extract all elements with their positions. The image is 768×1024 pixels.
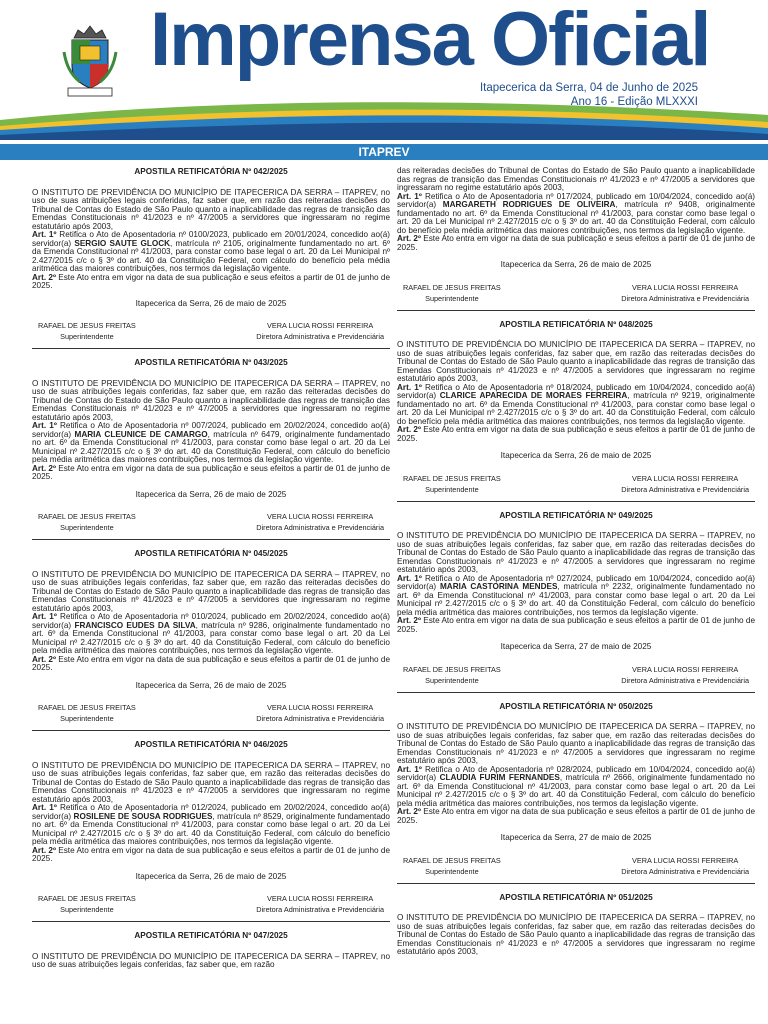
entry-intro: O INSTITUTO DE PREVIDÊNCIA DO MUNICÍPIO DE ITAPECERICA DA SERRA – ITAPREV, no uso de suas atribuições legais conferidas, faz saber que, em razão das reiteradas decisões do Tribunal de Contas do Estado de São Paulo quanto a inaplicabilidade das regras de transição das Emendas Constitucionais nº 41/2023 e nº 47/2005 a servidores que ingressaram no regime estatutário após 2003,: [32, 187, 390, 231]
apostila-entry: [397, 703, 755, 877]
entry-divider: [32, 348, 390, 349]
publication-edition: Ano 16 - Edição MLXXXI: [570, 96, 698, 108]
apostila-entry: [32, 550, 390, 724]
right-column: [397, 167, 755, 1024]
signatures: [397, 664, 755, 686]
entry-title: APOSTILA RETIFICATÓRIA Nº 047/2025: [134, 931, 288, 940]
entry-article-2: Art. 2º Este Ato entra em vigor na data de sua publicação e seus efeitos a partir de 01 de junho de 2025.: [397, 616, 755, 634]
signature-superintendent: RAFAEL DE JESUS FREITAS Superintendente: [38, 894, 136, 914]
entry-intro: O INSTITUTO DE PREVIDÊNCIA DO MUNICÍPIO DE ITAPECERICA DA SERRA – ITAPREV, no uso de suas atribuições legais conferidas, faz saber que, em razão das reiteradas decisões do Tribunal de Contas do Estado de São Paulo quanto a inaplicabilidade das regras de transição das Emendas Constitucionais nº 41/2023 e nº 47/2005 a servidores que ingressaram no regime estatutário após 2003,: [397, 340, 755, 383]
apostila-entry: [397, 321, 755, 495]
entry-title: APOSTILA RETIFICATÓRIA Nº 043/2025: [134, 358, 288, 367]
municipal-crest-icon: [60, 22, 120, 98]
servant-name: CLAUDIA FURIM FERNANDES: [439, 773, 560, 782]
entry-article-2: Art. 2º Este Ato entra em vigor na data de sua publicação e seus efeitos a partir de 01 de junho de 2025.: [397, 425, 755, 443]
entry-divider: [32, 730, 390, 731]
entry-article-1: Art. 1º Retifica o Ato de Aposentadoria nº 010/2024, publicado em 20/02/2024, concedido ao(á) servidor(a) FRANCISCO EUDES DA SILVA, matrícula nº 9286, originalmente fundamentado no art. 6º da Emenda Constitucional nº 41/2003, para constar como base legal o art. 20 da Lei Municipal nº 2.427/2015 c/c o § 3º do art. 40 da Constituição Federal, com cálculo do benefício pela média aritmética das maiores contribuições, nos termos da legislação vigente.: [32, 612, 390, 655]
signature-director: VERA LUCIA ROSSI FERREIRA Diretora Administrativa e Previdenciária: [621, 282, 749, 303]
entry-place-date: Itapecerica da Serra, 27 de maio de 2025: [500, 833, 652, 842]
signature-superintendent: RAFAEL DE JESUS FREITAS Superintendente: [38, 512, 136, 532]
publication-title: Imprensa Oficial: [150, 0, 710, 82]
signature-director: VERA LUCIA ROSSI FERREIRA Diretora Administrativa e Previdenciária: [621, 855, 749, 876]
servant-name: MARIA CLEUNICE DE CAMARGO: [74, 429, 208, 439]
masthead: [0, 0, 768, 140]
entry-article-1: Art. 1º Retifica o Ato de Aposentadoria nº 018/2024, publicado em 10/04/2024, concedido ao(á) servidor(a) CLARICE APARECIDA DE MORAES FERREIRA, matrícula nº 9219, originalmente fundamentado no art. 6º da Emenda Constitucional nº 41/2003, para constar como base legal o art. 20 da Lei Municipal nº 2.427/2015 c/c o § 3º do art. 40 da Constituição Federal, com cálculo do benefício pela média aritmética das maiores contribuições, nos termos da legislação vigente.: [397, 382, 755, 426]
entry-article-2: Art. 2º Este Ato entra em vigor na data de sua publicação e seus efeitos a partir de 01 de junho de 2025.: [32, 654, 390, 672]
entry-title: APOSTILA RETIFICATÓRIA Nº 051/2025: [499, 892, 653, 902]
signature-director: VERA LUCIA ROSSI FERREIRA Diretora Administrativa e Previdenciária: [621, 473, 749, 494]
signature-director: VERA LUCIA ROSSI FERREIRA Diretora Administrativa e Previdenciária: [256, 703, 384, 723]
entry-article-1: Art. 1º Retifica o Ato de Aposentadoria nº 028/2024, publicado em 10/04/2024, concedido ao(á) servidor(a) CLAUDIA FURIM FERNANDES, matrícula nº 2666, originalmente fundamentado no art. 6º da Emenda Constitucional nº 41/2003, para constar como base legal o art. 20 da Lei Municipal nº 2.427/2015 c/c o § 3º do art. 40 da Constituição Federal, com cálculo do benefício pela média aritmética das maiores contribuições, nos termos da legislação vigente.: [397, 764, 755, 808]
entry-divider: [397, 310, 755, 311]
entry-article-1: Art. 1º Retifica o Ato de Aposentadoria nº 017/2024, publicado em 10/04/2024, concedido ao(á) servidor(a) MARGARETH RODRIGUES DE OLIVEIRA, matrícula nº 9408, originalmente fundamentado no art. 6º da Emenda Constitucional nº 41/2003, para constar como base legal o art. 20 da Lei Municipal nº 2.427/2015 c/c o § 3º do art. 40 da Constituição Federal, com cálculo do benefício pela média aritmética das maiores contribuições, nos termos da legislação vigente.: [397, 191, 755, 235]
signature-superintendent: RAFAEL DE JESUS FREITAS Superintendente: [38, 703, 136, 723]
apostila-entry: [397, 512, 755, 686]
entry-divider: [397, 883, 755, 884]
entry-title: APOSTILA RETIFICATÓRIA Nº 045/2025: [134, 549, 288, 558]
signature-superintendent: RAFAEL DE JESUS FREITAS Superintendente: [403, 664, 501, 685]
signature-director: VERA LUCIA ROSSI FERREIRA Diretora Administrativa e Previdenciária: [256, 894, 384, 914]
signatures: [32, 702, 390, 724]
entry-divider: [397, 692, 755, 693]
entry-intro: O INSTITUTO DE PREVIDÊNCIA DO MUNICÍPIO DE ITAPECERICA DA SERRA – ITAPREV, no uso de suas atribuições legais conferidas, faz saber que, em razão das reiteradas decisões do Tribunal de Contas do Estado de São Paulo quanto a inaplicabilidade das regras de transição das Emendas Constitucionais nº 41/2023 e nº 47/2005 a servidores que ingressaram no regime estatutário após 2003,: [397, 531, 755, 574]
signatures: [32, 511, 390, 533]
entry-place-date: Itapecerica da Serra, 26 de maio de 2025: [500, 260, 652, 269]
entry-title: APOSTILA RETIFICATÓRIA Nº 050/2025: [499, 701, 653, 711]
entry-place-date: Itapecerica da Serra, 26 de maio de 2025: [135, 489, 287, 499]
apostila-entry-continued: [397, 167, 755, 304]
entry-intro: O INSTITUTO DE PREVIDÊNCIA DO MUNICÍPIO DE ITAPECERICA DA SERRA – ITAPREV, no uso de suas atribuições legais conferidas, faz saber que, em razão das reiteradas decisões do Tribunal de Contas do Estado de São Paulo quanto a inaplicabilidade das regras de transição das Emendas Constitucionais nº 41/2023 e nº 47/2005 a servidores que ingressaram no regime estatutário após 2003,: [32, 378, 390, 422]
entry-article-2: Art. 2º Este Ato entra em vigor na data de sua publicação e seus efeitos a partir de 01 de junho de 2025.: [397, 807, 755, 825]
signatures: [397, 282, 755, 304]
entry-place-date: Itapecerica da Serra, 26 de maio de 2025: [500, 451, 652, 460]
apostila-entry: [32, 359, 390, 533]
signature-director: VERA LUCIA ROSSI FERREIRA Diretora Administrativa e Previdenciária: [256, 321, 384, 341]
left-column: [32, 164, 390, 1024]
apostila-entry: [32, 168, 390, 342]
entry-intro: O INSTITUTO DE PREVIDÊNCIA DO MUNICÍPIO DE ITAPECERICA DA SERRA – ITAPREV, no uso de suas atribuições legais conferidas, faz saber que, em razão das reiteradas decisões do Tribunal de Contas do Estado de São Paulo quanto a inaplicabilidade das regras de transição das Emendas Constitucionais nº 41/2023 e nº 47/2005 a servidores que ingressaram no regime estatutário após 2003,: [397, 722, 755, 765]
entry-article-1: Art. 1º Retifica o Ato de Aposentadoria nº 0100/2023, publicado em 20/01/2024, concedido ao(á) servidor(a) SERGIO SAUTE GLOCK, matrícula nº 2105, originalmente fundamentado no art. 6º da Emenda Constitucional nº 41/2003, para constar como base legal o art. 20 da Lei Municipal nº 2.427/2015 c/c o § 3º do art. 40 da Constituição Federal, com cálculo do benefício pela média aritmética das maiores contribuições, nos termos da legislação vigente.: [32, 230, 390, 273]
servant-name: FRANCISCO EUDES DA SILVA: [74, 620, 196, 630]
servant-name: SERGIO SAUTE GLOCK: [74, 238, 171, 248]
signature-director: VERA LUCIA ROSSI FERREIRA Diretora Administrativa e Previdenciária: [256, 512, 384, 532]
servant-name: ROSILENE DE SOUSA RODRIGUES: [73, 811, 213, 821]
signatures: [32, 893, 390, 915]
signatures: [397, 855, 755, 877]
entry-divider: [397, 501, 755, 502]
entry-article-1: Art. 1º Retifica o Ato de Aposentadoria nº 027/2024, publicado em 10/04/2024, concedido ao(á) servidor(a) MARIA CASTORINA MENDES, matrícula nº 2232, originalmente fundamentado no art. 6º da Emenda Constitucional nº 41/2003, para constar como base legal o art. 20 da Lei Municipal nº 2.427/2015 c/c o § 3º do art. 40 da Constituição Federal, com cálculo do benefício pela média aritmética das maiores contribuições, nos termos da legislação vigente.: [397, 573, 755, 617]
signature-superintendent: RAFAEL DE JESUS FREITAS Superintendente: [403, 473, 501, 494]
section-header: ITAPREV: [0, 144, 768, 160]
entry-intro: O INSTITUTO DE PREVIDÊNCIA DO MUNICÍPIO DE ITAPECERICA DA SERRA – ITAPREV, no uso de suas atribuições legais conferidas, faz saber que, em razão das reiteradas decisões do Tribunal de Contas do Estado de São Paulo quanto a inaplicabilidade das regras de transição das Emendas Constitucionais nº 41/2023 e nº 47/2005 a servidores que ingressaram no regime estatutário após 2003,: [32, 760, 390, 804]
entry-article-2: Art. 2º Este Ato entra em vigor na data de sua publicação e seus efeitos a partir de 01 de junho de 2025.: [32, 845, 390, 863]
publication-date: Itapecerica da Serra, 04 de Junho de 2025: [479, 82, 698, 94]
entry-place-date: Itapecerica da Serra, 26 de maio de 2025: [135, 680, 287, 690]
servant-name: MARGARETH RODRIGUES DE OLIVEIRA: [442, 200, 616, 209]
entry-intro: O INSTITUTO DE PREVIDÊNCIA DO MUNICÍPIO DE ITAPECERICA DA SERRA – ITAPREV, no uso de suas atribuições legais conferidas, faz saber que, em razão das reiteradas decisões do Tribunal de Contas do Estado de São Paulo quanto a inaplicabilidade das regras de transição das Emendas Constitucionais nº 41/2023 e nº 47/2005 a servidores que ingressaram no regime estatutário após 2003,: [32, 569, 390, 613]
apostila-entry: [397, 894, 755, 957]
entry-article-2: Art. 2º Este Ato entra em vigor na data de sua publicação e seus efeitos a partir de 01 de junho de 2025.: [397, 234, 755, 252]
entry-article-1: Art. 1º Retifica o Ato de Aposentadoria nº 012/2024, publicado em 20/02/2024, concedido ao(á) servidor(a) ROSILENE DE SOUSA RODRIGUES, matrícula nº 8529, originalmente fundamentado no art. 6º da Emenda Constitucional nº 41/2003, para constar como base legal o art. 20 da Lei Municipal nº 2.427/2015 c/c o § 3º do art. 40 da Constituição Federal, com cálculo do benefício pela média aritmética das maiores contribuições, nos termos da legislação vigente.: [32, 803, 390, 846]
entry-title: APOSTILA RETIFICATÓRIA Nº 049/2025: [499, 510, 653, 520]
servant-name: MARIA CASTORINA MENDES: [439, 582, 558, 591]
signature-superintendent: RAFAEL DE JESUS FREITAS Superintendente: [403, 855, 501, 876]
entry-title: APOSTILA RETIFICATÓRIA Nº 048/2025: [499, 319, 653, 329]
entry-place-date: Itapecerica da Serra, 27 de maio de 2025: [500, 642, 652, 651]
apostila-entry: [32, 932, 390, 970]
entry-place-date: Itapecerica da Serra, 26 de maio de 2025: [135, 871, 287, 881]
signature-superintendent: RAFAEL DE JESUS FREITAS Superintendente: [38, 321, 136, 341]
entry-article-2: Art. 2º Este Ato entra em vigor na data de sua publicação e seus efeitos a partir de 01 de junho de 2025.: [32, 272, 390, 290]
entry-intro-continued: das reiteradas decisões do Tribunal de Contas do Estado de São Paulo quanto a inaplicabilidade das regras de transição das Emendas Constitucionais nº 41/2023 e nº 47/2005 a servidores que ingressaram no regime estatutário após 2003,: [397, 167, 755, 192]
signature-superintendent: RAFAEL DE JESUS FREITAS Superintendente: [403, 282, 501, 303]
signatures: [397, 473, 755, 495]
apostila-entry: [32, 741, 390, 915]
entry-article-1: Art. 1º Retifica o Ato de Aposentadoria nº 007/2024, publicado em 20/02/2024, concedido ao(á) servidor(a) MARIA CLEUNICE DE CAMARGO, matrícula nº 6479, originalmente fundamentado no art. 6º da Emenda Constitucional nº 41/2003, para constar como base legal o art. 20 da Lei Municipal nº 2.427/2015 c/c o § 3º do art. 40 da Constituição Federal, com cálculo do benefício pela média aritmética das maiores contribuições, nos termos da legislação vigente.: [32, 421, 390, 464]
entry-divider: [32, 539, 390, 540]
signature-director: VERA LUCIA ROSSI FERREIRA Diretora Administrativa e Previdenciária: [621, 664, 749, 685]
entry-intro: O INSTITUTO DE PREVIDÊNCIA DO MUNICÍPIO DE ITAPECERICA DA SERRA – ITAPREV, no uso de suas atribuições legais conferidas, faz saber que, em razão: [32, 951, 390, 969]
entry-divider: [32, 921, 390, 922]
entry-place-date: Itapecerica da Serra, 26 de maio de 2025: [135, 298, 287, 308]
entry-article-2: Art. 2º Este Ato entra em vigor na data de sua publicação e seus efeitos a partir de 01 de junho de 2025.: [32, 463, 390, 481]
entry-title: APOSTILA RETIFICATÓRIA Nº 046/2025: [134, 740, 288, 749]
servant-name: CLARICE APARECIDA DE MORAES FERREIRA: [439, 391, 628, 400]
entry-intro: O INSTITUTO DE PREVIDÊNCIA DO MUNICÍPIO DE ITAPECERICA DA SERRA – ITAPREV, no uso de suas atribuições legais conferidas, faz saber que, em razão das reiteradas decisões do Tribunal de Contas do Estado de São Paulo quanto a inaplicabilidade das regras de transição das Emendas Constitucionais nº 41/2023 e nº 47/2005 a servidores que ingressaram no regime estatutário após 2003,: [397, 913, 755, 956]
signatures: [32, 320, 390, 342]
entry-title: APOSTILA RETIFICATÓRIA Nº 042/2025: [134, 167, 288, 176]
